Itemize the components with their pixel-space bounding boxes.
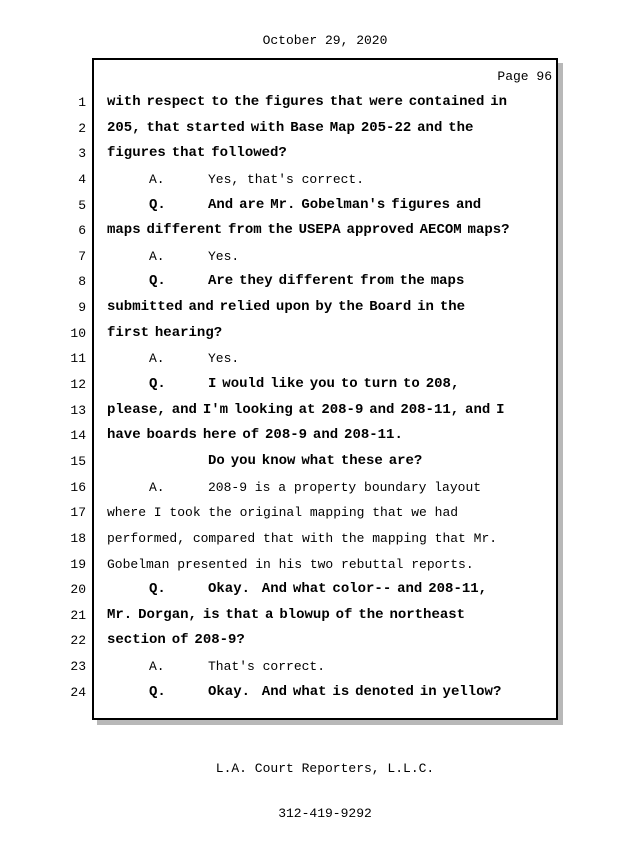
transcript-line [60, 244, 557, 270]
reporter-company: L.A. Court Reporters, L.L.C. [215, 761, 435, 776]
line-body: first hearing? [107, 324, 223, 341]
line-number: 4 [78, 171, 86, 187]
line-number: 13 [70, 402, 86, 418]
transcript-line [60, 218, 557, 244]
line-body: That's correct. [208, 659, 326, 675]
line-number: 16 [70, 479, 86, 495]
page-number-label: Page 96 [497, 69, 552, 84]
transcript-line [60, 193, 557, 219]
line-number: 24 [70, 684, 86, 700]
speaker-prefix: Q. [149, 581, 166, 598]
transcript-line [60, 577, 557, 603]
transcript-line [60, 526, 557, 552]
transcript-line [60, 372, 557, 398]
line-body: Okay. And what color-- and 208-11, [208, 581, 488, 598]
line-body: figures that followed? [107, 145, 287, 162]
line-body: Yes. [208, 351, 240, 367]
line-body: Gobelman presented in his two rebuttal reports. [107, 556, 474, 572]
line-number: 8 [78, 274, 86, 290]
transcript-line [60, 167, 557, 193]
line-number: 22 [70, 633, 86, 649]
line-number: 14 [70, 428, 86, 444]
line-number: 11 [70, 351, 86, 367]
line-body: Mr. Dorgan, is that a blowup of the northeast [107, 606, 466, 623]
line-body: where I took the original mapping that we had [107, 505, 459, 521]
speaker-prefix: A. [149, 351, 165, 367]
transcript-line [60, 346, 557, 372]
line-body: section of 208-9? [107, 632, 245, 649]
transcript-line [60, 269, 557, 295]
line-number: 2 [78, 120, 86, 136]
speaker-prefix: A. [149, 659, 165, 675]
transcript-line [60, 116, 557, 142]
speaker-prefix: Q. [149, 273, 166, 290]
line-body: 208-9 is a property boundary layout [208, 479, 482, 495]
line-body: Okay. And what is denoted in yellow? [208, 683, 502, 700]
transcript-line [60, 654, 557, 680]
line-body: Yes, that's correct. [208, 171, 365, 187]
line-body: Are they different from the maps [208, 273, 465, 290]
line-body: 205, that started with Base Map 205-22 and the [107, 119, 474, 136]
reporter-footer [92, 731, 558, 851]
line-body: please, and I'm looking at 208-9 and 208-11, and I [107, 401, 505, 418]
transcript-line [60, 603, 557, 629]
line-number: 20 [70, 582, 86, 598]
speaker-prefix: Q. [149, 196, 166, 213]
line-body: Yes. [208, 248, 240, 264]
line-number: 21 [70, 607, 86, 623]
line-number: 3 [78, 146, 86, 162]
transcript-line [60, 500, 557, 526]
speaker-prefix: Q. [149, 376, 166, 393]
line-body: submitted and relied upon by the Board in the [107, 299, 466, 316]
transcript-lines [60, 90, 557, 705]
line-number: 23 [70, 659, 86, 675]
line-number: 19 [70, 556, 86, 572]
line-number: 15 [70, 453, 86, 469]
transcript-line [60, 423, 557, 449]
transcript-line [60, 628, 557, 654]
line-number: 9 [78, 300, 86, 316]
transcript-line [60, 475, 557, 501]
line-body: Do you know what these are? [208, 452, 423, 469]
line-number: 5 [78, 197, 86, 213]
transcript-line [60, 449, 557, 475]
speaker-prefix: Q. [149, 683, 166, 700]
line-body: And are Mr. Gobelman's figures and [208, 196, 482, 213]
line-body: have boards here of 208-9 and 208-11. [107, 427, 403, 444]
speaker-prefix: A. [149, 479, 165, 495]
transcript-line [60, 680, 557, 706]
line-body: I would like you to turn to 208, [208, 376, 460, 393]
line-number: 10 [70, 325, 86, 341]
line-number: 18 [70, 530, 86, 546]
transcript-line [60, 552, 557, 578]
transcript-line [60, 295, 557, 321]
transcript-line [60, 141, 557, 167]
line-number: 7 [78, 248, 86, 264]
line-body: performed, compared that with the mapping that Mr. [107, 530, 498, 546]
transcript-line [60, 398, 557, 424]
line-body: maps different from the USEPA approved AECOM maps? [107, 222, 510, 239]
line-number: 17 [70, 505, 86, 521]
speaker-prefix: A. [149, 171, 165, 187]
line-body: with respect to the figures that were contained in [107, 94, 508, 110]
speaker-prefix: A. [149, 248, 165, 264]
transcript-line [60, 90, 557, 116]
transcript-line [60, 321, 557, 347]
line-number: 12 [70, 377, 86, 393]
date-header: October 29, 2020 [262, 33, 388, 48]
reporter-phone: 312-419-9292 [278, 806, 372, 821]
line-number: 6 [78, 223, 86, 239]
line-number: 1 [78, 95, 86, 110]
